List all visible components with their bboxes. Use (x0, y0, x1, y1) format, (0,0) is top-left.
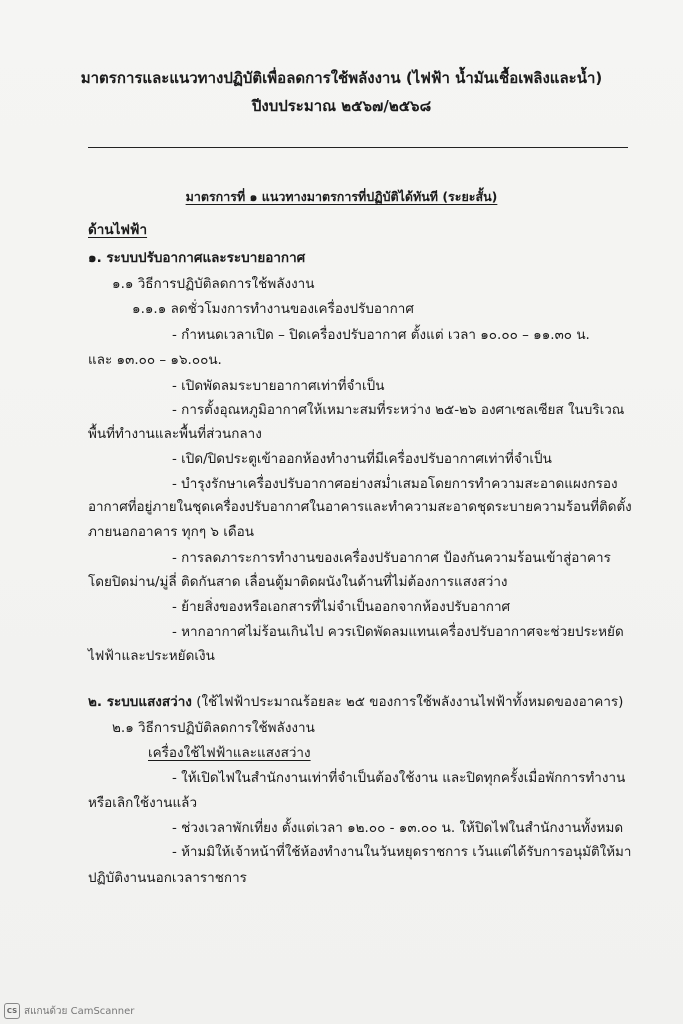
ac-item3-line1: - การตั้งอุณหภูมิอากาศให้เหมาะสมที่ระหว่าง ๒๕-๒๖ องศาเซลเซียส ในบริเวณ (172, 402, 625, 418)
section2-heading-line (88, 692, 623, 712)
ac-item8-line2: ไฟฟ้าและประหยัดเงิน (88, 648, 215, 664)
light-item1-line2: หรือเลิกใช้งานแล้ว (88, 795, 198, 811)
ac-item6-line1: - การลดภาระการทำงานของเครื่องปรับอากาศ ป้องกันความร้อนเข้าสู่อาคาร (172, 550, 611, 566)
section1-subsub-heading: ๑.๑.๑ ลดชั่วโมงการทำงานของเครื่องปรับอากาศ (132, 301, 414, 317)
ac-item3-line2: พื้นที่ทำงานและพื้นที่ส่วนกลาง (88, 426, 262, 442)
light-item3-line2: ปฏิบัติงานนอกเวลาราชการ (88, 870, 247, 886)
section2-heading-note: (ใช้ไฟฟ้าประมาณร้อยละ ๒๕ ของการใช้พลังงานไฟฟ้าทั้งหมดของอาคาร) (191, 694, 624, 710)
ac-item5-line3: ภายนอกอาคาร ทุกๆ ๖ เดือน (88, 524, 254, 540)
document-title-line1: มาตรการและแนวทางปฏิบัติเพื่อลดการใช้พลังงาน (ไฟฟ้า น้ำมันเชื้อเพลิงและน้ำ) (80, 69, 603, 87)
light-item2: - ช่วงเวลาพักเที่ยง ตั้งแต่เวลา ๑๒.๐๐ - ๑๓.๐๐ น. ให้ปิดไฟในสำนักงานทั้งหมด (172, 820, 624, 836)
section1-heading: ๑. ระบบปรับอากาศและระบายอากาศ (88, 250, 306, 266)
section1-sub-heading: ๑.๑ วิธีการปฏิบัติลดการใช้พลังงาน (112, 276, 315, 292)
scanner-watermark-text: สแกนด้วย CamScanner (24, 1005, 135, 1017)
document-title-line2: ปีงบประมาณ ๒๕๖๗/๒๕๖๘ (251, 97, 432, 115)
electric-heading: ด้านไฟฟ้า (88, 222, 148, 238)
ac-item5-line1: - บำรุงรักษาเครื่องปรับอากาศอย่างสม่ำเสมอโดยการทำความสะอาดแผงกรอง (172, 476, 618, 492)
ac-item4: - เปิด/ปิดประตูเข้าออกห้องทำงานที่มีเครื่องปรับอากาศเท่าที่จำเป็น (172, 451, 552, 467)
scanner-watermark (4, 1003, 134, 1019)
ac-item8-line1: - หากอากาศไม่ร้อนเกินไป ควรเปิดพัดลมแทนเครื่องปรับอากาศจะช่วยประหยัด (172, 624, 624, 640)
ac-item1-line1: - กำหนดเวลาเปิด – ปิดเครื่องปรับอากาศ ตั้งแต่ เวลา ๑๐.๐๐ – ๑๑.๓๐ น. (172, 327, 590, 343)
ac-item2: - เปิดพัดลมระบายอากาศเท่าที่จำเป็น (172, 378, 385, 394)
ac-item7: - ย้ายสิ่งของหรือเอกสารที่ไม่จำเป็นออกจากห้องปรับอากาศ (172, 599, 511, 615)
title-divider (88, 147, 628, 148)
light-item1-line1: - ให้เปิดไฟในสำนักงานเท่าที่จำเป็นต้องใช้งาน และปิดทุกครั้งเมื่อพักการทำงาน (172, 770, 626, 786)
equipment-heading: เครื่องใช้ไฟฟ้าและแสงสว่าง (148, 745, 311, 761)
ac-item6-line2: โดยปิดม่าน/มู่ลี่ ติดกันสาด เลื่อนตู้มาติดผนังในด้านที่ไม่ต้องการแสงสว่าง (88, 574, 508, 590)
camscanner-logo-icon: CS (4, 1003, 20, 1019)
section2-sub-heading: ๒.๑ วิธีการปฏิบัติลดการใช้พลังงาน (112, 720, 315, 736)
ac-item5-line2: อากาศที่อยู่ภายในชุดเครื่องปรับอากาศในอาคารและทำความสะอาดชุดระบายความร้อนที่ติดตั้ง (88, 500, 632, 515)
ac-item1-line2: และ ๑๓.๐๐ – ๑๖.๐๐น. (88, 352, 222, 368)
section2-heading: ๒. ระบบแสงสว่าง (88, 694, 192, 710)
light-item3-line1: - ห้ามมิให้เจ้าหน้าที่ใช้ห้องทำงานในวันหยุดราชการ เว้นแต่ได้รับการอนุมัติให้มา (172, 845, 632, 860)
measure-heading: มาตรการที่ ๑ แนวทางมาตรการที่ปฏิบัติได้ทันที (ระยะสั้น) (185, 189, 498, 204)
